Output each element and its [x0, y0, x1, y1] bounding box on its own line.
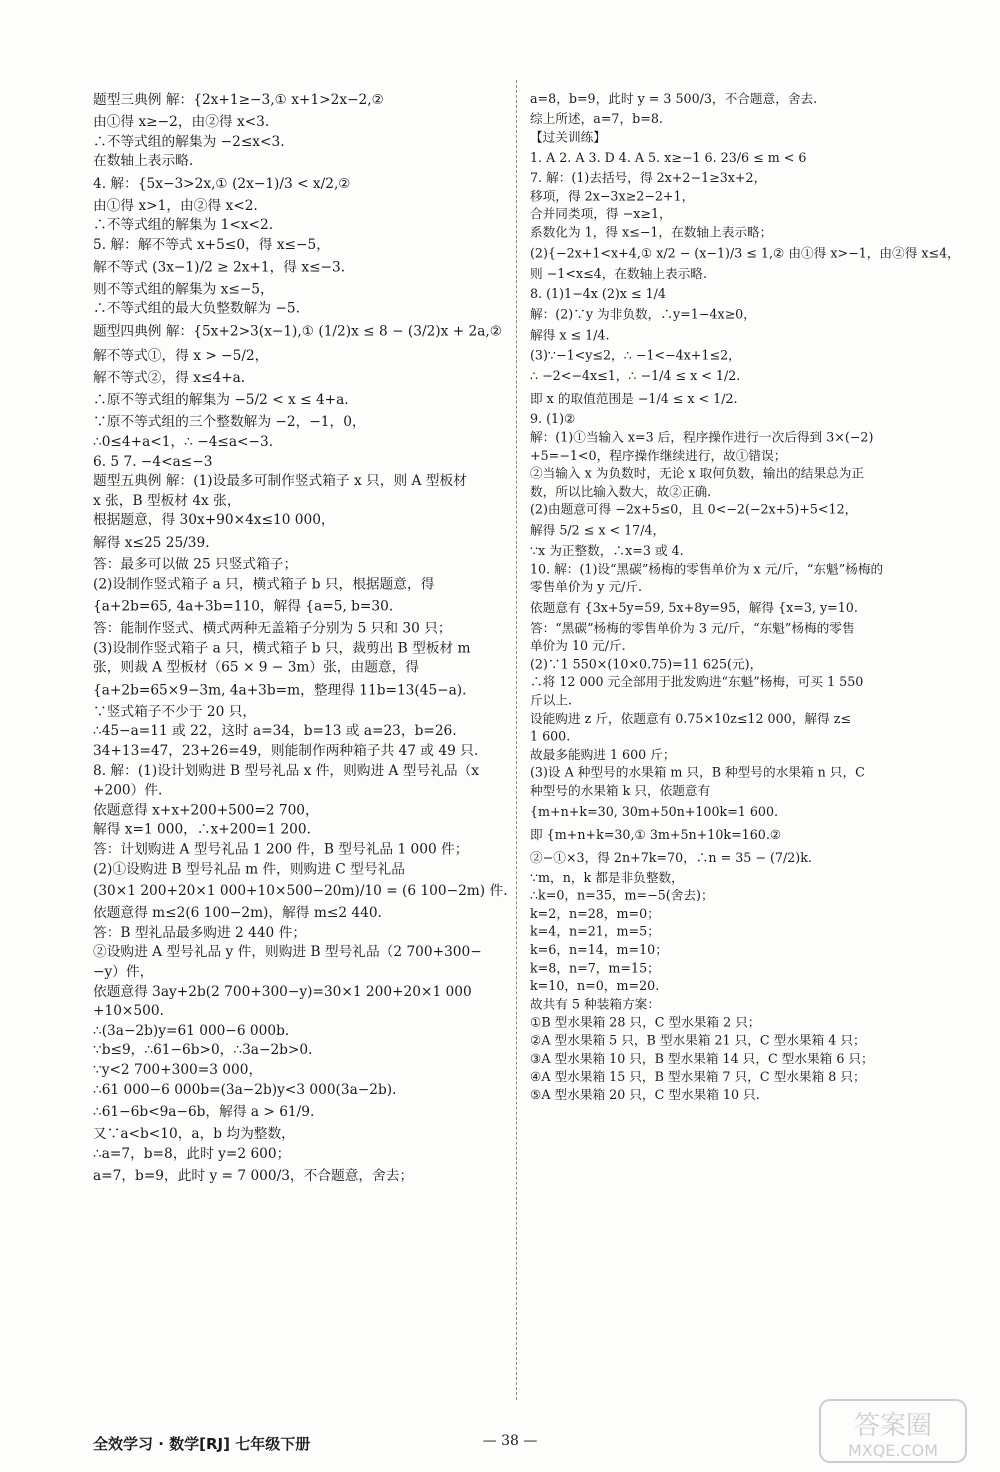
book-title: 全效学习 · 数学[RJ] 七年级下册: [93, 1435, 311, 1453]
text-line: (2)由题意可得 −2x+5≤0，且 0<−2(−2x+5)+5<12，: [530, 503, 858, 518]
text-line: x 张，B 型板材 4x 张，: [93, 493, 241, 509]
text-line: ③A 型水果箱 10 只，B 型水果箱 14 只，C 型水果箱 6 只；: [530, 1052, 874, 1067]
text-line: ②−①×3，得 2n+7k=70，∴n = 35 − (7/2)k.: [530, 850, 812, 866]
text-line: ∴0≤4+a<1，∴ −4≤a<−3.: [93, 434, 274, 450]
text-line: 由①得 x>1，由②得 x<2.: [93, 198, 258, 214]
text-line: ∵原不等式组的三个整数解为 −2，−1，0，: [93, 414, 366, 431]
text-line: 依题意得 3ay+2b(2 700+300−y)=30×1 200+20×1 000: [93, 984, 472, 1000]
text-line: 综上所述，a=7，b=8.: [530, 112, 663, 127]
text-line: 张，则裁 A 型板材（65 × 9 − 3m）张，由题意，得: [93, 660, 419, 676]
text-line: ∴k=0，n=35，m=−5(舍去)；: [530, 889, 714, 904]
text-line: ∴61−6b<9a−6b，解得 a > 61/9.: [93, 1104, 315, 1120]
page-number: — 38 —: [482, 1433, 538, 1449]
text-line: ∵y<2 700+300=3 000，: [93, 1062, 263, 1078]
text-line: 故共有 5 种装箱方案：: [530, 997, 660, 1012]
text-line: 系数化为 1，得 x≤−1，在数轴上表示略；: [530, 226, 773, 241]
text-line: 9. (1)②: [530, 412, 576, 427]
text-line: 1 600.: [530, 730, 571, 745]
text-line: {a+2b=65, 4a+3b=110，解得 {a=5, b=30.: [93, 599, 394, 615]
text-line: 10. 解：(1)设“黑碳”杨梅的零售单价为 x 元/斤，“东魁”杨梅的: [530, 562, 884, 577]
text-line: 种型号的水果箱 k 只，依题意有: [530, 784, 711, 799]
text-line: 解不等式 (3x−1)/2 ≥ 2x+1，得 x≤−3.: [93, 259, 346, 276]
text-line: 解不等式①，得 x > −5/2，: [93, 348, 269, 364]
text-line: 移项，得 2x−3x≥2−2+1，: [530, 189, 695, 204]
text-line: 解：(2)∵y 为非负数，∴y=1−4x≥0，: [530, 307, 756, 323]
text-line: k=4，n=21，m=5；: [530, 925, 660, 940]
text-line: 零售单价为 y 元/斤.: [530, 580, 643, 595]
text-line: {m+n+k=30, 30m+50n+100k=1 600.: [530, 805, 779, 820]
text-line: 答：“黑碳”杨梅的零售单价为 3 元/斤，“东魁”杨梅的零售: [530, 621, 855, 636]
text-line: 答：计划购进 A 型号礼品 1 200 件，B 型号礼品 1 000 件；: [93, 841, 469, 858]
text-line: ∴61 000−6 000b=(3a−2b)y<3 000(3a−2b).: [93, 1082, 397, 1098]
text-line: ∵b≤9，∴61−6b>0，∴3a−2b>0.: [93, 1043, 313, 1059]
text-line: ∴不等式组的解集为 1<x<2.: [93, 217, 274, 234]
text-line: +5=−1<0，程序操作继续进行，故①错误；: [530, 448, 787, 464]
text-line: +10×500.: [93, 1003, 164, 1020]
text-line: 由①得 x≥−2，由②得 x<3.: [93, 114, 270, 130]
text-line: (2)∵1 550×(10×0.75)=11 625(元)，: [530, 657, 763, 672]
text-line: ∴不等式组的最大负整数解为 −5.: [93, 301, 300, 317]
text-line: 解得 x≤25 25/39.: [93, 535, 210, 551]
text-line: ∴原不等式组的解集为 −5/2 < x ≤ 4+a.: [93, 392, 349, 409]
text-line: 解：(1)①当输入 x=3 后，程序操作进行一次后得到 3×(−2): [530, 430, 874, 445]
text-line: ∴(3a−2b)y=61 000−6 000b.: [93, 1023, 290, 1039]
watermark-logo: [818, 1398, 968, 1464]
text-line: ④A 型水果箱 15 只，B 型水果箱 7 只，C 型水果箱 8 只；: [530, 1070, 866, 1085]
text-line: {a+2b=65×9−3m, 4a+3b=m，整理得 11b=13(45−a).: [93, 682, 467, 699]
text-line: 设能购进 z 斤，依题意有 0.75×10z≤12 000，解得 z≤: [530, 712, 851, 727]
svg-text:答案圈: 答案圈: [853, 1411, 933, 1441]
text-line: 即 x 的取值范围是 −1/4 ≤ x < 1/2.: [530, 392, 738, 407]
text-line: ∴将 12 000 元全部用于批发购进“东魁”杨梅，可买 1 550: [530, 675, 864, 690]
text-line: 题型五典例 解：(1)设最多可制作竖式箱子 x 只，则 A 型板材: [93, 473, 467, 489]
text-line: 依题意有 {3x+5y=59, 5x+8y=95，解得 {x=3, y=10.: [530, 601, 858, 616]
text-line: ∵m，n，k 都是非负整数，: [530, 871, 684, 886]
text-line: 答：B 型礼品最多购进 2 440 件；: [93, 925, 307, 941]
text-line: ②A 型水果箱 5 只，B 型水果箱 21 只，C 型水果箱 4 只；: [530, 1034, 866, 1049]
text-line: 34+13=47，23+26=49，则能制作两种箱子共 47 或 49 只.: [93, 743, 479, 760]
text-line: 即 {m+n+k=30,① 3m+5n+10k=160.②: [530, 828, 782, 843]
text-line: (2)设制作竖式箱子 a 只，横式箱子 b 只，根据题意，得: [93, 576, 435, 592]
text-line: ∴ −2<−4x≤1，∴ −1/4 ≤ x < 1/2.: [530, 369, 741, 384]
text-line: ∴45−a=11 或 22，这时 a=34，b=13 或 a=23，b=26.: [93, 724, 457, 740]
text-line: ∴不等式组的解集为 −2≤x<3.: [93, 134, 285, 150]
column-divider: [516, 80, 517, 1400]
text-line: 数，所以比输入数大，故②正确.: [530, 485, 712, 500]
text-line: 解不等式②，得 x≤4+a.: [93, 370, 246, 386]
text-line: 解得 x ≤ 1/4.: [530, 328, 610, 343]
text-line: 斤以上.: [530, 693, 572, 708]
text-line: 解得 5/2 ≤ x < 17/4，: [530, 524, 666, 539]
text-line: 7. 解：(1)去括号，得 2x+2−1≥3x+2，: [530, 171, 767, 186]
text-line: ⑤A 型水果箱 20 只，C 型水果箱 10 只.: [530, 1088, 760, 1103]
text-line: 合并同类项，得 −x≥1，: [530, 207, 672, 222]
text-line: 8. 解：(1)设计划购进 B 型号礼品 x 件，则购进 A 型号礼品（x: [93, 763, 480, 779]
text-line: a=7，b=9，此时 y = 7 000/3，不合题意，舍去；: [93, 1168, 414, 1184]
text-line: 在数轴上表示略.: [93, 153, 194, 170]
text-line: 解得 x=1 000，∴x+200=1 200.: [93, 822, 311, 838]
text-line: 根据题意，得 30x+90×4x≤10 000，: [93, 512, 335, 529]
text-line: a=8，b=9，此时 y = 3 500/3，不合题意，舍去.: [530, 92, 818, 107]
text-line: ①B 型水果箱 28 只，C 型水果箱 2 只；: [530, 1016, 761, 1031]
text-line: 单价为 10 元/斤.: [530, 639, 626, 654]
text-line: ∴a=7，b=8，此时 y=2 600；: [93, 1146, 291, 1162]
text-line: 4. 解：{5x−3>2x,① (2x−1)/3 < x/2,②: [93, 176, 351, 192]
text-line: 1. A 2. A 3. D 4. A 5. x≥−1 6. 23/6 ≤ m < 6: [530, 151, 807, 166]
text-line: ②设购进 A 型号礼品 y 件，则购进 B 型号礼品（2 700+300−: [93, 945, 482, 961]
text-line: 故最多能购进 1 600 斤；: [530, 748, 676, 763]
text-line: 又∵a<b<10，a，b 均为整数，: [93, 1126, 295, 1142]
text-line: 依题意得 x+x+200+500=2 700，: [93, 802, 319, 818]
text-line: 答：最多可以做 25 只竖式箱子；: [93, 557, 298, 573]
text-line: k=8，n=7，m=15；: [530, 961, 660, 976]
text-line: +200）件.: [93, 783, 163, 799]
text-line: 答：能制作竖式、横式两种无盖箱子分别为 5 只和 30 只；: [93, 621, 452, 637]
left-column: [93, 88, 508, 1189]
svg-text:MXQE.COM: MXQE.COM: [847, 1441, 939, 1460]
text-line: (3)∵−1<y≤2，∴ −1<−4x+1≤2，: [530, 348, 741, 364]
text-line: (2){−2x+1<x+4,① x/2 − (x−1)/3 ≤ 1,② 由①得 x>−1，由②得 x≤4，: [530, 246, 960, 261]
text-line: 题型四典例 解：{5x+2>3(x−1),① (1/2)x ≤ 8 − (3/2)x + 2a,②: [93, 323, 503, 340]
text-line: 6. 5 7. −4<a≤−3: [93, 454, 213, 470]
text-line: 题型三典例 解：{2x+1≥−3,① x+1>2x−2,②: [93, 92, 384, 108]
text-line: (30×1 200+20×1 000+10×500−20m)/10 = (6 100−2m) 件.: [93, 883, 508, 900]
text-line: (2)①设购进 B 型号礼品 m 件，则购进 C 型号礼品: [93, 861, 405, 877]
text-line: k=2，n=28，m=0；: [530, 907, 660, 922]
text-line: 5. 解：解不等式 x+5≤0，得 x≤−5，: [93, 237, 330, 253]
text-line: (3)设 A 种型号的水果箱 m 只，B 种型号的水果箱 n 只，C: [530, 766, 865, 781]
text-line: ②当输入 x 为负数时，无论 x 取何负数，输出的结果总为正: [530, 467, 865, 482]
text-line: ∵x 为正整数，∴x=3 或 4.: [530, 544, 684, 559]
text-line: (3)设制作竖式箱子 a 只，横式箱子 b 只，裁剪出 B 型板材 m: [93, 640, 471, 656]
right-column: [530, 88, 960, 1105]
text-line: −y）件，: [93, 964, 154, 980]
text-line: 则 −1<x≤4，在数轴上表示略.: [530, 267, 707, 282]
text-line: 【过关训练】: [530, 130, 606, 145]
text-line: k=6，n=14，m=10；: [530, 943, 668, 958]
text-line: 依题意得 m≤2(6 100−2m)，解得 m≤2 440.: [93, 905, 382, 922]
text-line: ∵竖式箱子不少于 20 只，: [93, 704, 257, 720]
text-line: k=10，n=0，m=20.: [530, 979, 660, 994]
text-line: 8. (1)1−4x (2)x ≤ 1/4: [530, 287, 666, 302]
text-line: 则不等式组的解集为 x≤−5，: [93, 281, 274, 297]
